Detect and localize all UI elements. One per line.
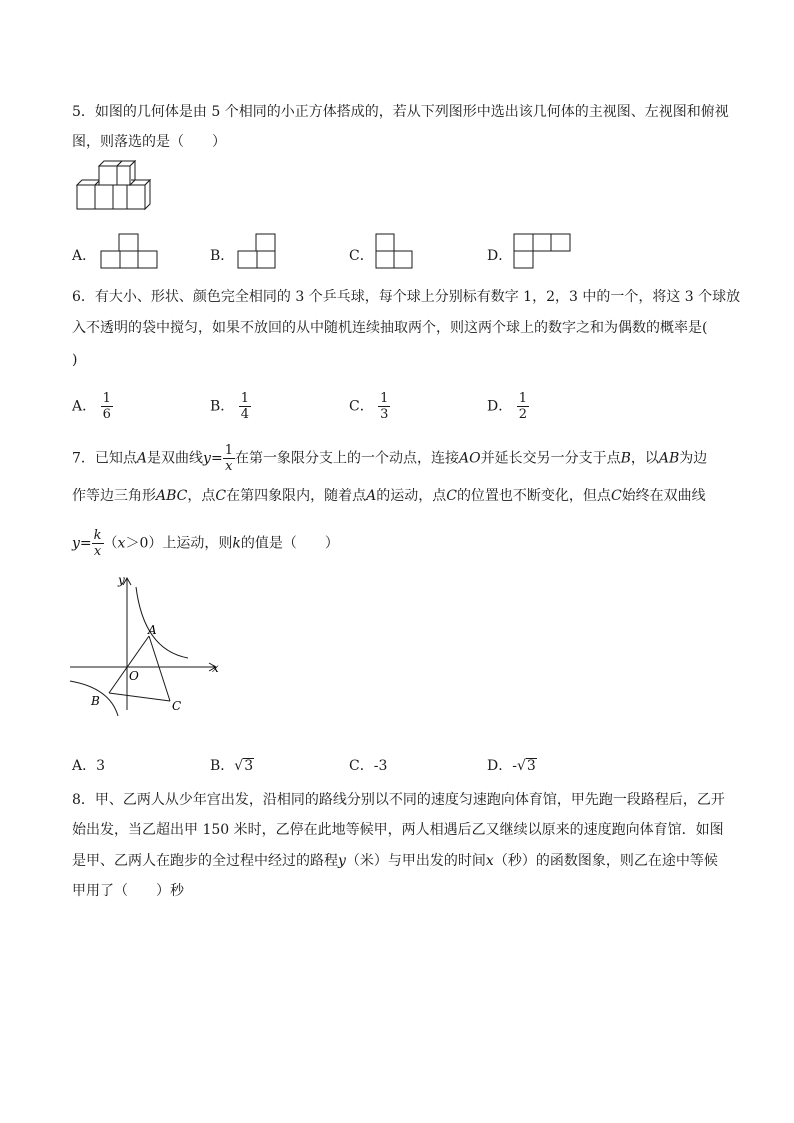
- q5-option-d-label: D．: [487, 248, 513, 264]
- q7-option-c-value: -3: [373, 758, 388, 774]
- point-c-label: C: [172, 699, 182, 713]
- q7-option-d-value: 3: [526, 758, 536, 774]
- q6-option-c-label: C．: [349, 398, 374, 415]
- q7-option-c: [349, 755, 387, 775]
- q6-option-d: [487, 391, 529, 422]
- q5-option-a-label: A．: [72, 248, 97, 264]
- q6-option-c-fraction: $\frac{1}{3}$: [380, 391, 389, 422]
- q7-option-a-label: A．: [72, 758, 97, 774]
- q6-option-a-fraction: $\frac{1}{6}$: [102, 391, 111, 422]
- q5-option-d-figure: [513, 233, 573, 270]
- q5-option-c-label: C．: [349, 248, 374, 264]
- q5-solid-figure: [72, 160, 152, 215]
- q7-line3: y= $\frac{k}{x}$ （x＞0）上运动，则k的值是（ ）: [72, 528, 339, 559]
- x-axis-label: x: [212, 661, 219, 675]
- q6-option-b: [210, 391, 251, 422]
- q5-line1: 5．如图的几何体是由 5 个相同的小正方体搭成的，若从下列图形中选出该几何体的主视图、左视图和俯视: [72, 104, 729, 120]
- hyperbola-branch-first-quadrant: [136, 587, 188, 658]
- q7-option-c-label: C．: [349, 758, 374, 774]
- q7-hyperbola-graph: [66, 572, 226, 718]
- point-b-label: B: [91, 694, 100, 708]
- segment-ab: [109, 636, 149, 693]
- q7-option-a-value: 3: [96, 758, 106, 774]
- q7-fraction-1-over-x: $\frac{1}{x}$: [224, 443, 233, 474]
- q7-fraction-k-over-x: $\frac{k}{x}$: [93, 528, 102, 559]
- q6-line3: ): [72, 352, 78, 368]
- q7-option-d: D．-√3: [487, 758, 536, 774]
- q6-option-b-fraction: $\frac{1}{4}$: [240, 391, 250, 422]
- q7-option-a: [72, 755, 105, 775]
- sqrt-icon: √: [516, 758, 526, 774]
- q6-option-b-label: B．: [210, 398, 235, 415]
- q8-line4: 甲用了（ ）秒: [72, 883, 184, 899]
- point-a-label: A: [148, 623, 157, 637]
- q6-option-d-label: D．: [487, 398, 513, 415]
- q6-option-d-fraction: $\frac{1}{2}$: [518, 391, 527, 422]
- q5-option-b-figure: [237, 233, 277, 270]
- q7-option-d-label: D．: [487, 758, 513, 774]
- q6-line2: 入不透明的袋中搅匀，如果不放回的从中随机连续抽取两个，则这两个球上的数字之和为偶数的概率是(: [72, 320, 708, 336]
- q8-line2: 始出发，当乙超出甲 150 米时，乙停在此地等候甲，两人相遇后乙又继续以原来的速度跑向体育馆．如图: [72, 822, 724, 838]
- q5-line2: 图，则落选的是（ ）: [72, 134, 226, 150]
- q7-option-b-value: 3: [244, 758, 254, 774]
- q7-line2: 作等边三角形ABC，点C在第四象限内，随着点A的运动，点C的位置也不断变化，但点C始终在双曲线: [72, 488, 706, 504]
- q8-line1: 8．甲、乙两人从少年宫出发，沿相同的路线分别以不同的速度匀速跑向体育馆，甲先跑一段路程后，乙开: [72, 792, 725, 808]
- origin-label: O: [129, 669, 139, 683]
- q6-option-a: [72, 391, 113, 422]
- q6-line1: 6．有大小、形状、颜色完全相同的 3 个乒乓球，每个球上分别标有数字 1，2，3 中的一个，将这 3 个球放: [72, 289, 741, 305]
- q6-option-c: [349, 391, 390, 422]
- q5-option-a-figure: [100, 233, 158, 270]
- q7-option-b: [210, 755, 254, 775]
- sqrt-icon: √: [234, 758, 244, 774]
- q5-option-c-figure: [375, 233, 415, 270]
- q5-option-b-label: B．: [210, 248, 235, 264]
- q6-option-a-label: A．: [72, 398, 97, 415]
- segment-bc: [109, 693, 170, 701]
- q8-line3: 是甲、乙两人在跑步的全过程中经过的路程y（米）与甲出发的时间x（秒）的函数图象，则乙在途中等候: [72, 853, 718, 869]
- q7-line1: 7．已知点A是双曲线y= $\frac{1}{x}$ 在第一象限分支上的一个动点，连接AO并延长交另一分支于点B，以AB为边: [72, 443, 708, 474]
- q7-option-b-label: B．: [210, 758, 235, 774]
- y-axis-label: y: [118, 573, 125, 587]
- segment-ac: [149, 636, 170, 701]
